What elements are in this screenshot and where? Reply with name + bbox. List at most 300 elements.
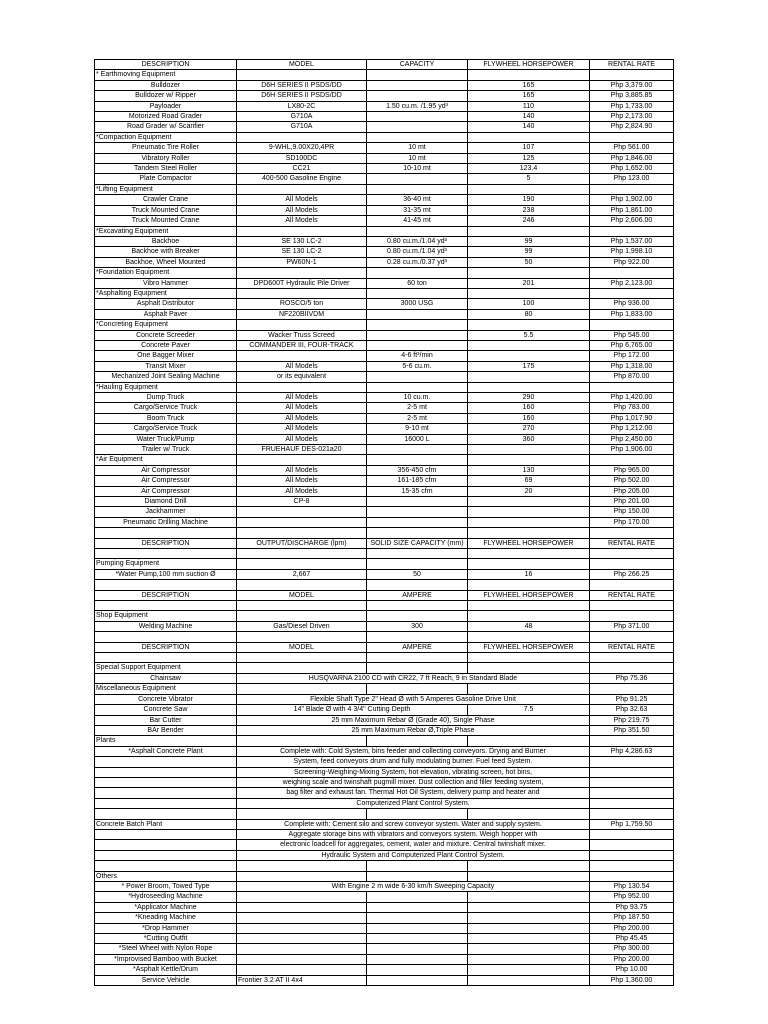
rental-rate-cell: Php 200.00 [590, 923, 674, 933]
blank-row [95, 528, 674, 538]
model-cell: 400-500 Gasoline Engine [237, 174, 367, 184]
rental-rate-cell: Php 952.00 [590, 892, 674, 902]
empty-cell [95, 653, 237, 663]
empty-cell [367, 580, 468, 590]
model-cell: G710A [237, 122, 367, 132]
empty-cell [367, 184, 468, 194]
rental-rate-cell: Php 1,537.00 [590, 236, 674, 246]
empty-cell [237, 913, 367, 923]
empty-cell [237, 653, 367, 663]
table-row [95, 829, 674, 839]
empty-cell [590, 777, 674, 787]
empty-cell [367, 549, 468, 559]
horsepower-cell: 69 [468, 476, 590, 486]
section-title: *Lifting Equipment [95, 184, 237, 194]
capacity-cell [367, 91, 468, 101]
empty-cell [590, 226, 674, 236]
plant-description-line: System, feed conveyors drum and fully modulating burner. Fuel feed System. [237, 757, 590, 767]
horsepower-cell: 99 [468, 247, 590, 257]
description-cell: *Kneading Machine [95, 913, 237, 923]
empty-cell [367, 663, 468, 673]
description-cell: *Hydroseeding Machine [95, 892, 237, 902]
column-header-description: DESCRIPTION [95, 642, 237, 652]
model-cell: All Models [237, 195, 367, 205]
empty-cell [95, 580, 237, 590]
horsepower-cell: 48 [468, 621, 590, 631]
rental-rate-cell: Php 200.00 [590, 954, 674, 964]
description-cell: Asphalt Distributor [95, 299, 237, 309]
empty-cell [367, 132, 468, 142]
rental-rate-cell: Php 870.00 [590, 372, 674, 382]
plant-description-line: Complete with: Cold System, bins feeder and collecting conveyors. Drying and Burner [237, 746, 590, 756]
table-row [95, 944, 674, 954]
table-row [95, 507, 674, 517]
horsepower-cell [468, 340, 590, 350]
empty-cell [590, 455, 674, 465]
empty-cell [95, 757, 237, 767]
empty-cell [468, 382, 590, 392]
empty-cell [590, 798, 674, 808]
empty-cell [367, 320, 468, 330]
rental-rate-cell: Php 922.00 [590, 257, 674, 267]
empty-cell [367, 871, 468, 881]
rental-rate-cell: Php 170.00 [590, 517, 674, 527]
empty-cell [590, 788, 674, 798]
empty-cell [468, 934, 590, 944]
rental-rate-cell: Php 300.00 [590, 944, 674, 954]
horsepower-cell: 125 [468, 153, 590, 163]
section-title-row [95, 70, 674, 80]
description-cell: Concrete Vibrator [95, 694, 237, 704]
model-cell: SE 130 LC-2 [237, 247, 367, 257]
empty-cell [590, 184, 674, 194]
description-cell: Cargo/Service Truck [95, 403, 237, 413]
horsepower-cell: 160 [468, 403, 590, 413]
section-title-row [95, 184, 674, 194]
description-cell: *Asphalt Kettle/Drum [95, 965, 237, 975]
empty-cell [237, 954, 367, 964]
table-row [95, 195, 674, 205]
rental-rate-cell: Php 783.00 [590, 403, 674, 413]
empty-cell [590, 580, 674, 590]
section-title: Shop Equipment [95, 611, 237, 621]
empty-cell [590, 611, 674, 621]
empty-cell [590, 601, 674, 611]
plant-description-line: Hydraulic System and Computerized Plant Control System. [237, 850, 590, 860]
description-cell: Motorized Road Grader [95, 112, 237, 122]
model-cell: or its equivalent [237, 372, 367, 382]
rental-rate-sheet [94, 59, 673, 986]
table-row [95, 361, 674, 371]
description-cell: Dump Truck [95, 393, 237, 403]
empty-cell [367, 70, 468, 80]
horsepower-cell: 140 [468, 122, 590, 132]
capacity-cell [367, 445, 468, 455]
plant-description-line: bag filter and exhaust fan. Thermal Hot Oil System, delivery pump and heater and [237, 788, 590, 798]
capacity-cell: 5-6 cu.m. [367, 361, 468, 371]
horsepower-cell: 110 [468, 101, 590, 111]
rental-rate-cell: Php 10.00 [590, 965, 674, 975]
table-row [95, 798, 674, 808]
empty-cell [590, 382, 674, 392]
capacity-cell: 41-45 mt [367, 216, 468, 226]
rental-rate-cell: Php 2,450.00 [590, 434, 674, 444]
horsepower-cell [468, 507, 590, 517]
section-title-row [95, 455, 674, 465]
model-cell: ROSCO/5 ton [237, 299, 367, 309]
horsepower-cell: 5 [468, 174, 590, 184]
capacity-cell: 0.80 cu.m./1.04 yd³ [367, 247, 468, 257]
rental-rate-cell: Php 150.00 [590, 507, 674, 517]
empty-cell [237, 382, 367, 392]
section-title: *Compaction Equipment [95, 132, 237, 142]
capacity-cell [367, 330, 468, 340]
table-row [95, 434, 674, 444]
horsepower-cell: 20 [468, 486, 590, 496]
section-title: *Hauling Equipment [95, 382, 237, 392]
table-row [95, 954, 674, 964]
empty-cell [468, 559, 590, 569]
table-row [95, 216, 674, 226]
description-cell: Bar Cutter [95, 715, 237, 725]
section-title-row [95, 871, 674, 881]
empty-cell [237, 861, 367, 871]
section-title-row [95, 268, 674, 278]
empty-cell [237, 871, 367, 881]
rental-rate-cell: Php 936.00 [590, 299, 674, 309]
table-row [95, 413, 674, 423]
table-row [95, 445, 674, 455]
description-cell: Bulldozer w/ Ripper [95, 91, 237, 101]
model-cell: 25 mm Maximum Rebar Ø (Grade 40), Single Phase [237, 715, 590, 725]
table-row [95, 892, 674, 902]
empty-cell [590, 132, 674, 142]
description-cell: * Power Broom, Towed Type [95, 881, 237, 891]
empty-cell [367, 268, 468, 278]
description-cell: *Water Pump,100 mm suction Ø [95, 569, 237, 579]
description-cell: One Bagger Mixer [95, 351, 237, 361]
section-title: *Asphalting Equipment [95, 288, 237, 298]
empty-cell [237, 184, 367, 194]
plant-description-line: electronic loadcell for aggregates, cement, water and mixture. Central twinshaft mixer. [237, 840, 590, 850]
empty-cell [237, 288, 367, 298]
capacity-cell [367, 80, 468, 90]
table-row [95, 673, 674, 683]
empty-cell [95, 840, 237, 850]
rental-rate-cell: Php 502.00 [590, 476, 674, 486]
capacity-cell [367, 122, 468, 132]
capacity-cell: 10 mt [367, 153, 468, 163]
description-cell: Transit Mixer [95, 361, 237, 371]
empty-cell [590, 767, 674, 777]
rental-rate-cell: Php 201.00 [590, 497, 674, 507]
empty-cell [367, 954, 468, 964]
model-cell: DPD600T Hydraulic Pile Driver [237, 278, 367, 288]
model-cell: 25 mm Maximum Rebar Ø,Triple Phase [237, 725, 590, 735]
capacity-cell: 356-450 cfm [367, 465, 468, 475]
table-row [95, 164, 674, 174]
column-header-description: DESCRIPTION [95, 538, 237, 548]
capacity-cell [367, 497, 468, 507]
empty-cell [237, 601, 367, 611]
horsepower-cell: 165 [468, 80, 590, 90]
empty-cell [237, 549, 367, 559]
model-cell: Flexible Shaft Type 2" Head Ø with 5 Amperes Gasoline Drive Unit [237, 694, 590, 704]
description-cell: Chainsaw [95, 673, 237, 683]
empty-cell [367, 736, 468, 746]
description-cell: Backhoe, Wheel Mounted [95, 257, 237, 267]
empty-cell [367, 528, 468, 538]
section-title-row [95, 736, 674, 746]
empty-cell [590, 840, 674, 850]
empty-cell [367, 892, 468, 902]
description-cell: Welding Machine [95, 621, 237, 631]
empty-cell [95, 829, 237, 839]
description-cell: Pneumatic Tire Roller [95, 143, 237, 153]
section-title: *Concreting Equipment [95, 320, 237, 330]
empty-cell [367, 632, 468, 642]
empty-cell [95, 632, 237, 642]
empty-cell [468, 684, 590, 694]
description-cell: Truck Mounted Crane [95, 216, 237, 226]
section-title-row [95, 684, 674, 694]
table-body [95, 60, 674, 986]
blank-row [95, 580, 674, 590]
rental-rate-cell: Php 2,173.00 [590, 112, 674, 122]
rental-rate-cell: Php 351.50 [590, 725, 674, 735]
description-cell: Air Compressor [95, 465, 237, 475]
model-cell: CC21 [237, 164, 367, 174]
column-header-rental-rate: RENTAL RATE [590, 60, 674, 70]
section-title: Plants [95, 736, 237, 746]
model-cell: All Models [237, 403, 367, 413]
table-row [95, 393, 674, 403]
table-row [95, 403, 674, 413]
rental-rate-cell: Php 1,906.00 [590, 445, 674, 455]
empty-cell [590, 320, 674, 330]
empty-cell [468, 653, 590, 663]
empty-cell [237, 580, 367, 590]
rental-rate-cell: Php 1,998.10 [590, 247, 674, 257]
horsepower-cell: 130 [468, 465, 590, 475]
rental-rate-cell: Php 91.25 [590, 694, 674, 704]
description-cell: *Improvised Bamboo with Bucket [95, 954, 237, 964]
empty-cell [590, 528, 674, 538]
section-title-row [95, 382, 674, 392]
blank-row [95, 601, 674, 611]
blank-row [95, 632, 674, 642]
empty-cell [95, 549, 237, 559]
capacity-cell [367, 112, 468, 122]
empty-cell [468, 944, 590, 954]
description-cell: Concrete Saw [95, 705, 237, 715]
table-row [95, 788, 674, 798]
rental-rate-cell: Php 1,318.00 [590, 361, 674, 371]
empty-cell [468, 902, 590, 912]
table-row [95, 694, 674, 704]
model-cell: All Models [237, 205, 367, 215]
model-cell: SD100DC [237, 153, 367, 163]
capacity-cell: 3000 USG [367, 299, 468, 309]
empty-cell [590, 288, 674, 298]
table-row [95, 819, 674, 829]
blank-row [95, 861, 674, 871]
capacity-cell [367, 517, 468, 527]
table-row [95, 767, 674, 777]
column-header-row [95, 590, 674, 600]
horsepower-cell: 80 [468, 309, 590, 319]
description-cell: Asphalt Paver [95, 309, 237, 319]
description-cell: *Cutting Outfit [95, 934, 237, 944]
model-cell: All Models [237, 361, 367, 371]
table-row [95, 913, 674, 923]
table-row [95, 497, 674, 507]
plant-description-line: Complete with: Cement silo and screw conveyor system. Water and supply system. [237, 819, 590, 829]
capacity-cell [367, 340, 468, 350]
rental-rate-cell: Php 93.75 [590, 902, 674, 912]
column-header-capacity: CAPACITY [367, 60, 468, 70]
empty-cell [95, 861, 237, 871]
empty-cell [590, 809, 674, 819]
rental-rate-cell: Php 1,759.50 [590, 819, 674, 829]
rental-rate-cell: Php 3,885.85 [590, 91, 674, 101]
model-cell: 14" Blade Ø with 4 3/4" Cutting Depth [237, 705, 468, 715]
empty-cell [237, 611, 367, 621]
table-row [95, 309, 674, 319]
column-header-rental-rate: RENTAL RATE [590, 590, 674, 600]
column-header-rental-rate: RENTAL RATE [590, 538, 674, 548]
description-cell: Boom Truck [95, 413, 237, 423]
empty-cell [468, 954, 590, 964]
rental-rate-cell: Php 1,833.00 [590, 309, 674, 319]
horsepower-cell: 201 [468, 278, 590, 288]
model-cell: 2,667 [237, 569, 367, 579]
empty-cell [590, 653, 674, 663]
empty-cell [367, 923, 468, 933]
rental-rate-cell: Php 187.50 [590, 913, 674, 923]
table-row [95, 205, 674, 215]
model-cell [237, 517, 367, 527]
empty-cell [590, 632, 674, 642]
empty-cell [237, 736, 367, 746]
model-cell: All Models [237, 434, 367, 444]
section-title: *Foundation Equipment [95, 268, 237, 278]
section-title: Others [95, 871, 237, 881]
column-header-description: DESCRIPTION [95, 590, 237, 600]
empty-cell [468, 320, 590, 330]
empty-cell [367, 559, 468, 569]
empty-cell [367, 226, 468, 236]
rental-rate-cell: Php 561.00 [590, 143, 674, 153]
rental-rate-cell: Php 965.00 [590, 465, 674, 475]
empty-cell [468, 70, 590, 80]
empty-cell [367, 611, 468, 621]
section-title: Miscellaneous Equipment [95, 684, 237, 694]
empty-cell [237, 934, 367, 944]
empty-cell [590, 850, 674, 860]
model-cell: All Models [237, 393, 367, 403]
horsepower-cell [468, 351, 590, 361]
description-cell: Air Compressor [95, 486, 237, 496]
rental-rate-cell: Php 32.63 [590, 705, 674, 715]
table-row [95, 424, 674, 434]
empty-cell [468, 871, 590, 881]
table-row [95, 777, 674, 787]
column-header-model: MODEL [237, 642, 367, 652]
model-cell: SE 130 LC-2 [237, 236, 367, 246]
model-cell: G710A [237, 112, 367, 122]
horsepower-cell: 99 [468, 236, 590, 246]
horsepower-cell: 238 [468, 205, 590, 215]
empty-cell [237, 70, 367, 80]
empty-cell [237, 320, 367, 330]
empty-cell [367, 975, 468, 985]
table-row [95, 465, 674, 475]
description-cell: *Asphalt Concrete Plant [95, 746, 237, 756]
rental-rate-cell: Php 1,360.00 [590, 975, 674, 985]
column-header-row [95, 538, 674, 548]
description-cell: Plate Compactor [95, 174, 237, 184]
capacity-cell: 36-40 mt [367, 195, 468, 205]
plant-description-line: Screening-Weighing-Mixing System, hot elevation, vibrating screen, hot bins, [237, 767, 590, 777]
rental-rate-cell: Php 371.00 [590, 621, 674, 631]
empty-cell [95, 767, 237, 777]
description-cell: Jackhammer [95, 507, 237, 517]
empty-cell [468, 965, 590, 975]
empty-cell [237, 268, 367, 278]
section-title-row [95, 320, 674, 330]
empty-cell [468, 809, 590, 819]
table-row [95, 975, 674, 985]
empty-cell [590, 829, 674, 839]
horsepower-cell: 140 [468, 112, 590, 122]
empty-cell [237, 965, 367, 975]
model-cell [237, 351, 367, 361]
plant-description-line: weighing scale and twinshaft pugmill mixer. Dust collection and filler feeding system, [237, 777, 590, 787]
horsepower-cell [468, 445, 590, 455]
empty-cell [95, 850, 237, 860]
rental-rate-cell: Php 1,652.00 [590, 164, 674, 174]
column-header-capacity: AMPERE [367, 590, 468, 600]
empty-cell [590, 559, 674, 569]
horsepower-cell: 7.5 [468, 705, 590, 715]
empty-cell [590, 736, 674, 746]
empty-cell [95, 798, 237, 808]
empty-cell [468, 632, 590, 642]
capacity-cell [367, 309, 468, 319]
model-cell: All Models [237, 216, 367, 226]
table-row [95, 850, 674, 860]
rental-rate-cell: Php 1,212.00 [590, 424, 674, 434]
rental-rate-cell: Php 1,902.00 [590, 195, 674, 205]
rental-rate-cell: Php 1,861.00 [590, 205, 674, 215]
description-cell: Air Compressor [95, 476, 237, 486]
model-cell: Wacker Truss Screed [237, 330, 367, 340]
empty-cell [590, 549, 674, 559]
column-header-horsepower: FLYWHEEL HORSEPOWER [468, 590, 590, 600]
horsepower-cell: 190 [468, 195, 590, 205]
description-cell: Concrete Screeder [95, 330, 237, 340]
empty-cell [468, 226, 590, 236]
empty-cell [367, 944, 468, 954]
rental-rate-cell: Php 75.36 [590, 673, 674, 683]
rental-rate-cell: Php 45.45 [590, 934, 674, 944]
column-header-row [95, 60, 674, 70]
empty-cell [237, 455, 367, 465]
table-row [95, 923, 674, 933]
model-cell: Frontier 3.2 AT II 4x4 [237, 975, 367, 985]
description-cell: Trailer w/ Truck [95, 445, 237, 455]
